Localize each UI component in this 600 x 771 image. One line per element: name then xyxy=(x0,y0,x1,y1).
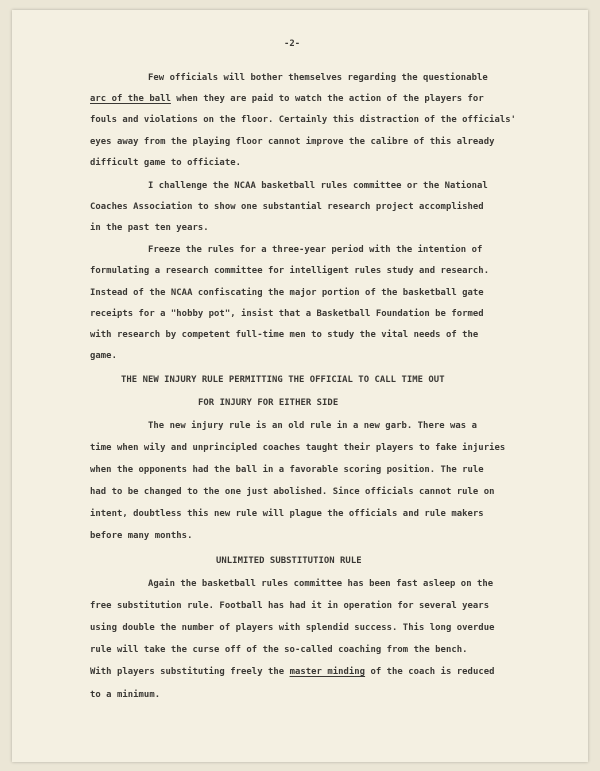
underlined-phrase-master-minding: master minding xyxy=(289,667,366,677)
para1-line2 xyxy=(90,95,484,104)
para3-line6: game. xyxy=(90,351,117,361)
para5-line5-end: of the coach is reduced xyxy=(365,667,495,677)
para3-line2: formulating a research committee for intelligent rules study and research. xyxy=(90,266,490,276)
para3-line4: receipts for a "hobby pot", insist that a Basketball Foundation be formed xyxy=(90,309,484,319)
para4-line6: before many months. xyxy=(90,531,193,541)
para5-line5-start: With players substituting freely the xyxy=(90,667,290,677)
para4-line3: when the opponents had the ball in a favorable scoring position. The rule xyxy=(90,465,484,475)
para5-line4: rule will take the curse off of the so-called coaching from the bench. xyxy=(90,645,468,655)
para5-line5 xyxy=(90,668,495,677)
para3-line5: with research by competent full-time men to study the vital needs of the xyxy=(90,330,479,340)
para2-line3: in the past ten years. xyxy=(90,223,209,233)
para1-line1: Few officials will bother themselves regarding the questionable xyxy=(148,73,488,83)
section-heading-injury-rule: THE NEW INJURY RULE PERMITTING THE OFFICIAL TO CALL TIME OUT xyxy=(121,375,445,385)
document-page xyxy=(12,10,588,762)
para4-line5: intent, doubtless this new rule will plague the officials and rule makers xyxy=(90,509,484,519)
page-number: -2- xyxy=(284,39,301,49)
section-heading-substitution-rule: UNLIMITED SUBSTITUTION RULE xyxy=(216,556,362,566)
para2-line1: I challenge the NCAA basketball rules committee or the National xyxy=(148,181,488,191)
para1-line5: difficult game to officiate. xyxy=(90,158,242,168)
para3-line3: Instead of the NCAA confiscating the major portion of the basketball gate xyxy=(90,288,484,298)
para4-line1: The new injury rule is an old rule in a new garb. There was a xyxy=(148,421,477,431)
para5-line1: Again the basketball rules committee has been fast asleep on the xyxy=(148,579,494,589)
para5-line2: free substitution rule. Football has had it in operation for several years xyxy=(90,601,490,611)
para5-line3: using double the number of players with splendid success. This long overdue xyxy=(90,623,495,633)
para5-line6: to a minimum. xyxy=(90,690,161,700)
para4-line4: had to be changed to the one just abolished. Since officials cannot rule on xyxy=(90,487,495,497)
para2-line2: Coaches Association to show one substantial research project accomplished xyxy=(90,202,484,212)
para3-line1: Freeze the rules for a three-year period with the intention of xyxy=(148,245,483,255)
para1-line2-rest: when they are paid to watch the action of the players for xyxy=(170,94,484,104)
para4-line2: time when wily and unprincipled coaches taught their players to fake injuries xyxy=(90,443,506,453)
section-heading-injury-rule-line2: FOR INJURY FOR EITHER SIDE xyxy=(198,398,339,408)
underlined-phrase-arc-of-the-ball: arc of the ball xyxy=(90,94,171,104)
para1-line4: eyes away from the playing floor cannot improve the calibre of this already xyxy=(90,137,495,147)
para1-line3: fouls and violations on the floor. Certainly this distraction of the officials' xyxy=(90,115,517,125)
